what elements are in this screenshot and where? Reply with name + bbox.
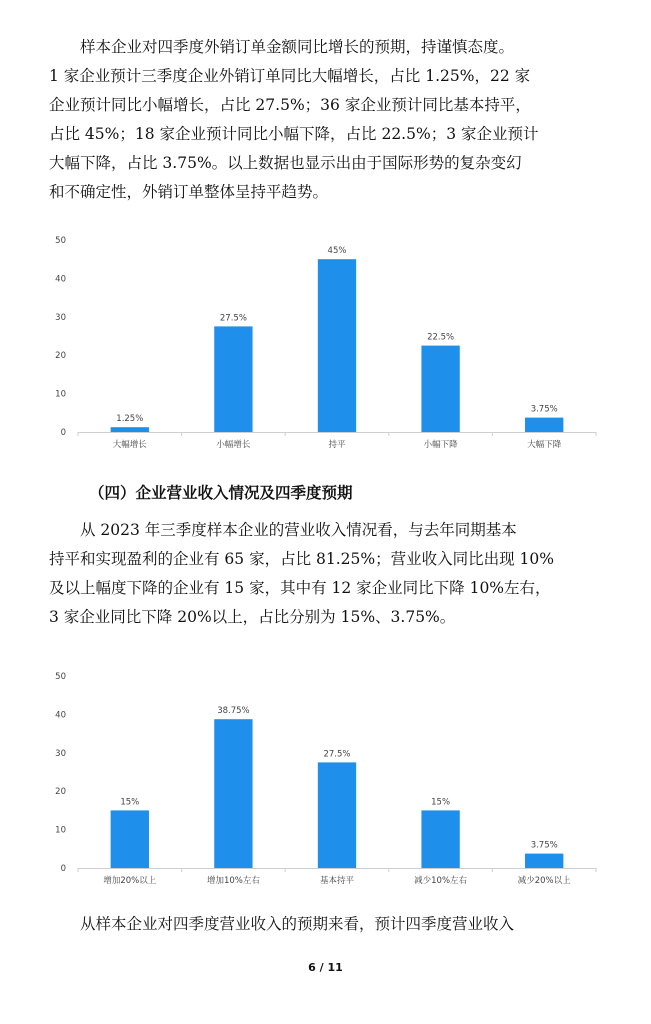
bar-value-label: 27.5% xyxy=(219,313,247,324)
chart-operating-revenue-change xyxy=(48,664,608,896)
bar xyxy=(111,427,149,432)
y-tick-label: 20 xyxy=(55,351,66,362)
page-number: 6 / 11 xyxy=(308,961,343,974)
y-tick-label: 50 xyxy=(55,672,66,682)
bar xyxy=(421,346,459,432)
bar-value-label: 27.5% xyxy=(323,749,351,760)
x-category-label: 小幅增长 xyxy=(216,440,251,450)
text-line: 样本企业对四季度外销订单金额同比增长的预期，持谨慎态度。 xyxy=(80,38,515,56)
y-tick-label: 40 xyxy=(55,710,66,721)
bar-value-label: 38.75% xyxy=(217,706,250,717)
bar xyxy=(214,719,252,868)
y-tick-label: 0 xyxy=(60,864,66,874)
x-category-label: 减少10%左右 xyxy=(414,876,468,886)
bar-value-label: 45% xyxy=(327,246,347,257)
paragraph-operating-revenue xyxy=(49,516,605,632)
x-category-label: 增加20%以上 xyxy=(103,876,157,886)
text-line: 3 家企业同比下降 20%以上，占比分别为 15%、3.75%。 xyxy=(49,608,456,626)
text-line: 从 2023 年三季度样本企业的营业收入情况看，与去年同期基本 xyxy=(80,521,517,539)
y-tick-label: 20 xyxy=(55,787,66,798)
y-tick-label: 10 xyxy=(55,825,66,836)
x-category-label: 减少20%以上 xyxy=(517,876,571,886)
y-tick-label: 30 xyxy=(55,312,66,323)
bar xyxy=(525,854,563,868)
text-line: 和不确定性，外销订单整体呈持平趋势。 xyxy=(49,183,329,201)
text-line: 及以上幅度下降的企业有 15 家，其中有 12 家企业同比下降 10%左右， xyxy=(49,579,551,597)
x-category-label: 大幅下降 xyxy=(527,440,562,450)
bar xyxy=(421,810,459,868)
x-category-label: 基本持平 xyxy=(319,876,355,886)
bar-value-label: 1.25% xyxy=(116,414,144,425)
x-category-label: 小幅下降 xyxy=(423,440,458,450)
text-line: 1 家企业预计三季度企业外销订单同比大幅增长，占比 1.25%，22 家 xyxy=(49,67,531,85)
bar-value-label: 15% xyxy=(120,797,140,808)
text-line: 大幅下降，占比 3.75%。以上数据也显示出由于国际形势的复杂变幻 xyxy=(49,154,522,172)
bar xyxy=(318,762,356,868)
bar-value-label: 22.5% xyxy=(427,332,455,343)
bar-chart-svg xyxy=(48,664,608,896)
y-tick-label: 30 xyxy=(55,748,66,759)
bar-value-label: 15% xyxy=(431,797,451,808)
x-category-label: 持平 xyxy=(328,440,346,450)
text-line: 持平和实现盈利的企业有 65 家，占比 81.25%；营业收入同比出现 10% xyxy=(49,550,554,568)
bar xyxy=(318,259,356,432)
text-line: 从样本企业对四季度营业收入的预期来看，预计四季度营业收入 xyxy=(80,915,515,933)
bar xyxy=(111,810,149,868)
y-tick-label: 50 xyxy=(55,236,66,246)
y-tick-label: 10 xyxy=(55,389,66,400)
bar-value-label: 3.75% xyxy=(530,404,558,415)
x-category-label: 增加10%左右 xyxy=(206,876,260,886)
x-category-label: 大幅增长 xyxy=(112,440,147,450)
text-line: 占比 45%；18 家企业预计同比小幅下降，占比 22.5%；3 家企业预计 xyxy=(49,125,539,143)
y-tick-label: 0 xyxy=(60,428,66,438)
text-line: 企业预计同比小幅增长，占比 27.5%；36 家企业预计同比基本持平， xyxy=(49,96,531,114)
bar xyxy=(214,326,252,432)
bar xyxy=(525,418,563,432)
chart-export-order-expectation xyxy=(48,228,608,460)
y-tick-label: 40 xyxy=(55,274,66,285)
section-heading: （四）企业营业收入情况及四季度预期 xyxy=(89,484,353,502)
paragraph-q4-revenue-expectation xyxy=(49,910,605,939)
bar-chart-svg xyxy=(48,228,608,460)
bar-value-label: 3.75% xyxy=(530,840,558,851)
paragraph-export-orders xyxy=(49,33,605,207)
